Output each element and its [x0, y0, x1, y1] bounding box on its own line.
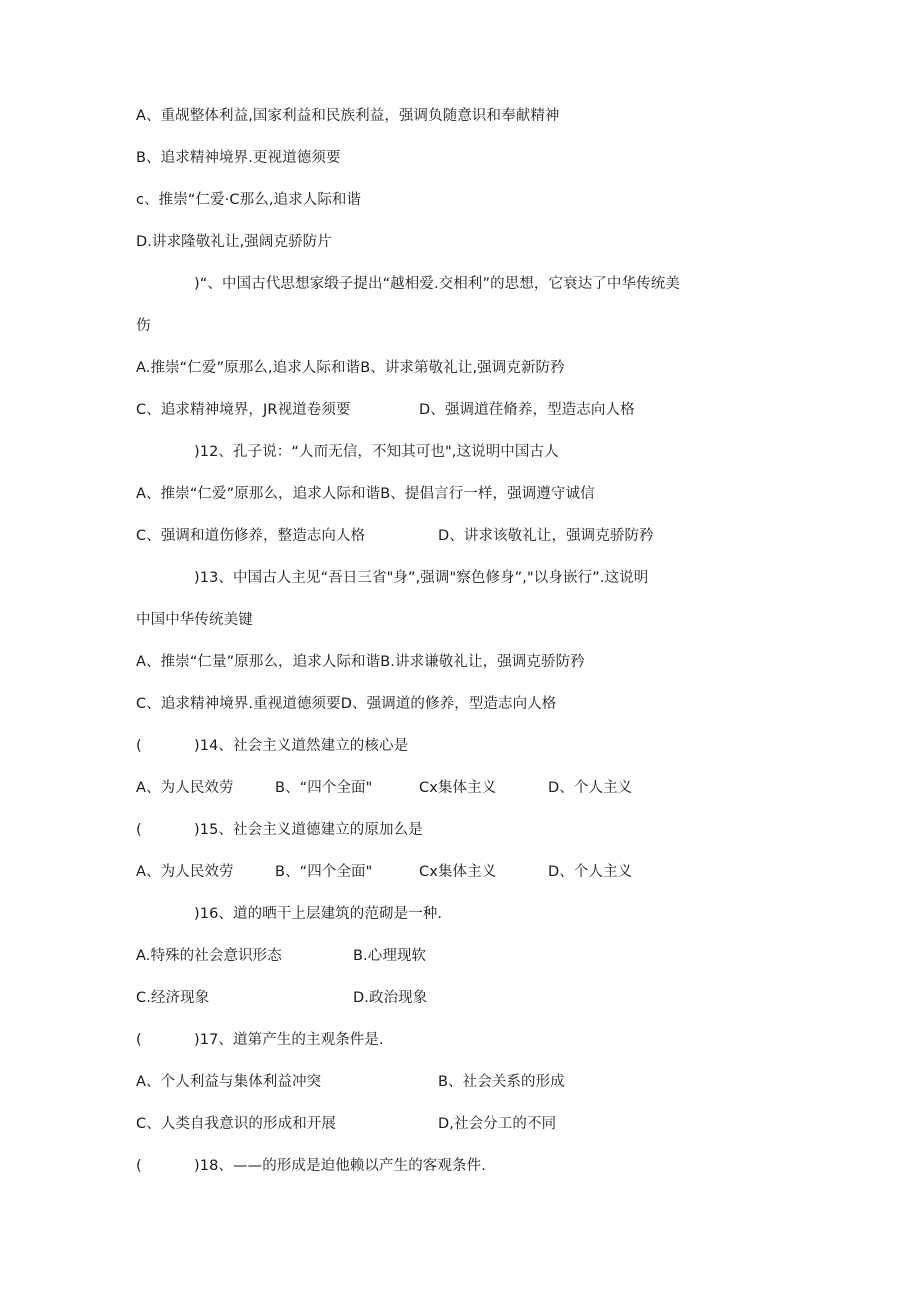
option-a: A、为人民效劳 — [136, 864, 234, 880]
option-a: A、为人民效劳 — [136, 780, 234, 796]
option-text: A.推崇“仁爱”原那么,追求人际和谐B、讲求第敬礼让,强调克新防矜 — [136, 360, 565, 376]
option-c: C、人类自我意识的形成和开展 — [136, 1116, 337, 1132]
question-text: )16、道的晒干上层建筑的范砌是一种. — [194, 906, 443, 922]
question-text: 伤 — [136, 318, 151, 334]
option-a: A.特殊的社会意识形态 — [136, 948, 282, 964]
option-text: A、重觇整体利益,国家利益和民族利益，强调负随意识和奉献精神 — [136, 108, 560, 124]
question-text: 中国中华传统美键 — [136, 612, 253, 628]
question-text: )14、社会主义道然建立的核心是 — [194, 738, 409, 754]
answer-paren: ( — [136, 822, 142, 838]
option-c: C、追求精神境界，JR视道卷须要 — [136, 402, 351, 418]
option-c: Cx集体主义 — [419, 780, 497, 796]
question-text: )18、——的形成是迫他赖以产生的客观条件. — [194, 1158, 486, 1174]
option-b: B、“四个全面" — [275, 780, 373, 796]
question-text: )13、中国古人主见“吾日三省"身”,强调"察色修身”,"以身嵌行”.这说明 — [194, 570, 649, 586]
option-d: D、强调道荏脩养，型造志向人格 — [419, 402, 635, 418]
question-text: )12、孔子说：“人而无信，不知其可也",这说明中国古人 — [194, 444, 559, 460]
option-d: D、个人主义 — [548, 864, 633, 880]
option-d: D,社会分工的不同 — [438, 1116, 557, 1132]
option-d: D.政治现象 — [353, 990, 428, 1006]
option-text: c、推崇“仁爱·C那么,追求人际和谐 — [136, 192, 362, 208]
option-c: C.经济现象 — [136, 990, 210, 1006]
option-b: B、“四个全面" — [275, 864, 373, 880]
option-text: A、推崇“仁量”原那么，追求人际和谐B.讲求谦敬礼让，强调克骄防矜 — [136, 654, 585, 670]
question-text: )15、社会主义道德建立的原加么是 — [194, 822, 423, 838]
option-b: B.心理现软 — [353, 948, 427, 964]
question-text: )17、道第产生的主观条件是. — [194, 1032, 384, 1048]
option-text: A、推崇“仁爱”原那么，追求人际和谐B、提倡言行一样，强调遵守诚信 — [136, 486, 595, 502]
option-c: C、强调和道伤修养，整造志向人格 — [136, 528, 366, 544]
option-c: Cx集体主义 — [419, 864, 497, 880]
option-d: D、讲求该敬礼让，强调克骄防矜 — [438, 528, 654, 544]
answer-paren: ( — [136, 738, 142, 754]
option-d: D、个人主义 — [548, 780, 633, 796]
answer-paren: ( — [136, 1158, 142, 1174]
option-a: A、个人利益与集体利益冲突 — [136, 1074, 322, 1090]
option-text: B、追求精神境界.更视道德须要 — [136, 150, 341, 166]
option-text: D.讲求隆敬礼让,强阔克骄防片 — [136, 234, 332, 250]
option-b: B、社会关系的形成 — [438, 1074, 565, 1090]
option-text: C、追求精神境界.重视道德须要D、强调道的修养，型造志向人格 — [136, 696, 557, 712]
answer-paren: ( — [136, 1032, 142, 1048]
question-text: )“、中国古代思想家缎子提出“越相爱.交相利”的思想，它衰达了中华传统美 — [194, 276, 680, 292]
